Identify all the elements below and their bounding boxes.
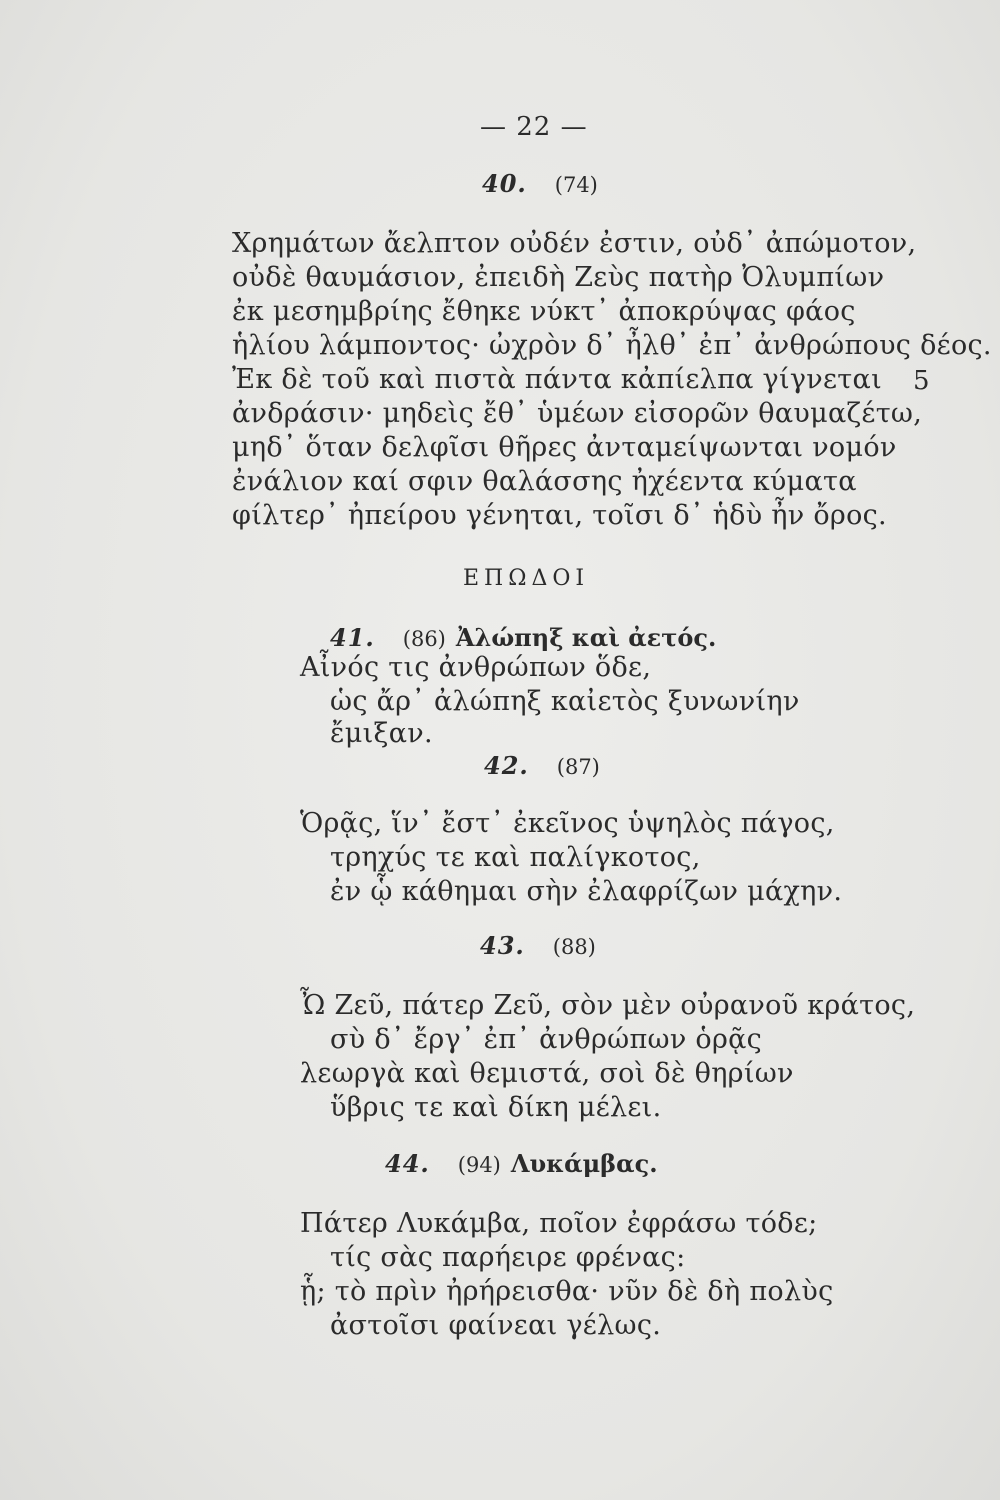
poem-44-ref: (94): [457, 1153, 501, 1177]
poem-43-line-2: σὺ δ᾽ ἔργ᾽ ἐπ᾽ ἀνθρώπων ὁρᾷς: [330, 1024, 763, 1055]
poem-42-line-2: τρηχύς τε καὶ παλίγκοτος,: [330, 842, 701, 873]
poem-41-line-1: Αἶνός τις ἀνθρώπων ὅδε,: [300, 652, 652, 683]
poem-41-line-3: ἔμιξαν.: [330, 718, 433, 749]
poem-40-number: 40.: [482, 169, 527, 198]
poem-41-title: Ἀλώπηξ καὶ ἀετός.: [455, 623, 717, 652]
poem-43-line-1: Ὦ Ζεῦ, πάτερ Ζεῦ, σὸν μὲν οὐρανοῦ κράτος,: [300, 990, 916, 1021]
margin-line-number: 5: [913, 366, 930, 396]
poem-44-title: Λυκάμβας.: [510, 1149, 658, 1178]
poem-44-line-2: τίς σὰς παρήειρε φρένας:: [330, 1242, 686, 1273]
poem-43-ref: (88): [552, 935, 596, 959]
poem-42-line-3: ἐν ᾧ κάθημαι σὴν ἐλαφρίζων μάχην.: [330, 876, 843, 907]
poem-43-line-3: λεωργὰ καὶ θεμιστά, σοὶ δὲ θηρίων: [300, 1058, 794, 1089]
poem-41-ref: (86): [402, 627, 446, 651]
poem-40-heading: [482, 170, 598, 200]
poem-43-heading: [480, 932, 596, 962]
poem-40-line-2: οὐδὲ θαυμάσιον, ἐπειδὴ Ζεὺς πατὴρ Ὀλυμπίων: [232, 262, 885, 293]
poem-40-ref: (74): [554, 173, 598, 197]
poem-41-line-2: ὡς ἄρ᾽ ἀλώπηξ καἰετὸς ξυνωνίην: [330, 686, 800, 717]
poem-44-line-4: ἀστοῖσι φαίνεαι γέλως.: [330, 1310, 662, 1341]
page-number: — 22 —: [480, 112, 588, 142]
poem-40-line-3: ἐκ μεσημβρίης ἔθηκε νύκτ᾽ ἀποκρύψας φάος: [232, 296, 856, 327]
poem-42-ref: (87): [556, 755, 600, 779]
poem-44-heading: [385, 1150, 658, 1180]
poem-40-line-1: Χρημάτων ἄελπτον οὐδέν ἐστιν, οὐδ᾽ ἀπώμοτον,: [232, 228, 917, 259]
poem-43-number: 43.: [480, 931, 525, 960]
poem-40-line-9: φίλτερ᾽ ἠπείρου γένηται, τοῖσι δ᾽ ἡδὺ ἦν ὄρος.: [232, 500, 887, 531]
poem-44-number: 44.: [385, 1149, 430, 1178]
poem-40-line-8: ἐνάλιον καί σφιν θαλάσσης ἠχέεντα κύματα: [232, 466, 857, 497]
poem-41-number: 41.: [330, 623, 375, 652]
poem-44-line-1: Πάτερ Λυκάμβα, ποῖον ἐφράσω τόδε;: [300, 1208, 818, 1239]
poem-40-line-4: ἡλίου λάμποντος· ὠχρὸν δ᾽ ἦλθ᾽ ἐπ᾽ ἀνθρώπους δέος.: [232, 330, 992, 361]
poem-41-heading: [330, 624, 716, 654]
poem-42-line-1: Ὁρᾷς, ἵν᾽ ἔστ᾽ ἐκεῖνος ὑψηλὸς πάγος,: [300, 808, 835, 839]
poem-40-line-6: ἀνδράσιν· μηδεὶς ἔθ᾽ ὑμέων εἰσορῶν θαυμαζέτω,: [232, 398, 923, 429]
poem-40-line-7: μηδ᾽ ὅταν δελφῖσι θῆρες ἀνταμείψωνται νομόν: [232, 432, 897, 463]
poem-42-heading: [484, 752, 600, 782]
poem-44-line-3: ᾗ; τὸ πρὶν ἠρήρεισθα· νῦν δὲ δὴ πολὺς: [300, 1276, 834, 1307]
poem-40-line-5: Ἐκ δὲ τοῦ καὶ πιστὰ πάντα κἀπίελπα γίγνεται: [232, 364, 882, 395]
poem-42-number: 42.: [484, 751, 529, 780]
poem-43-line-4: ὕβρις τε καὶ δίκη μέλει.: [330, 1092, 662, 1123]
section-title: ΕΠΩΔΟΙ: [463, 566, 590, 591]
